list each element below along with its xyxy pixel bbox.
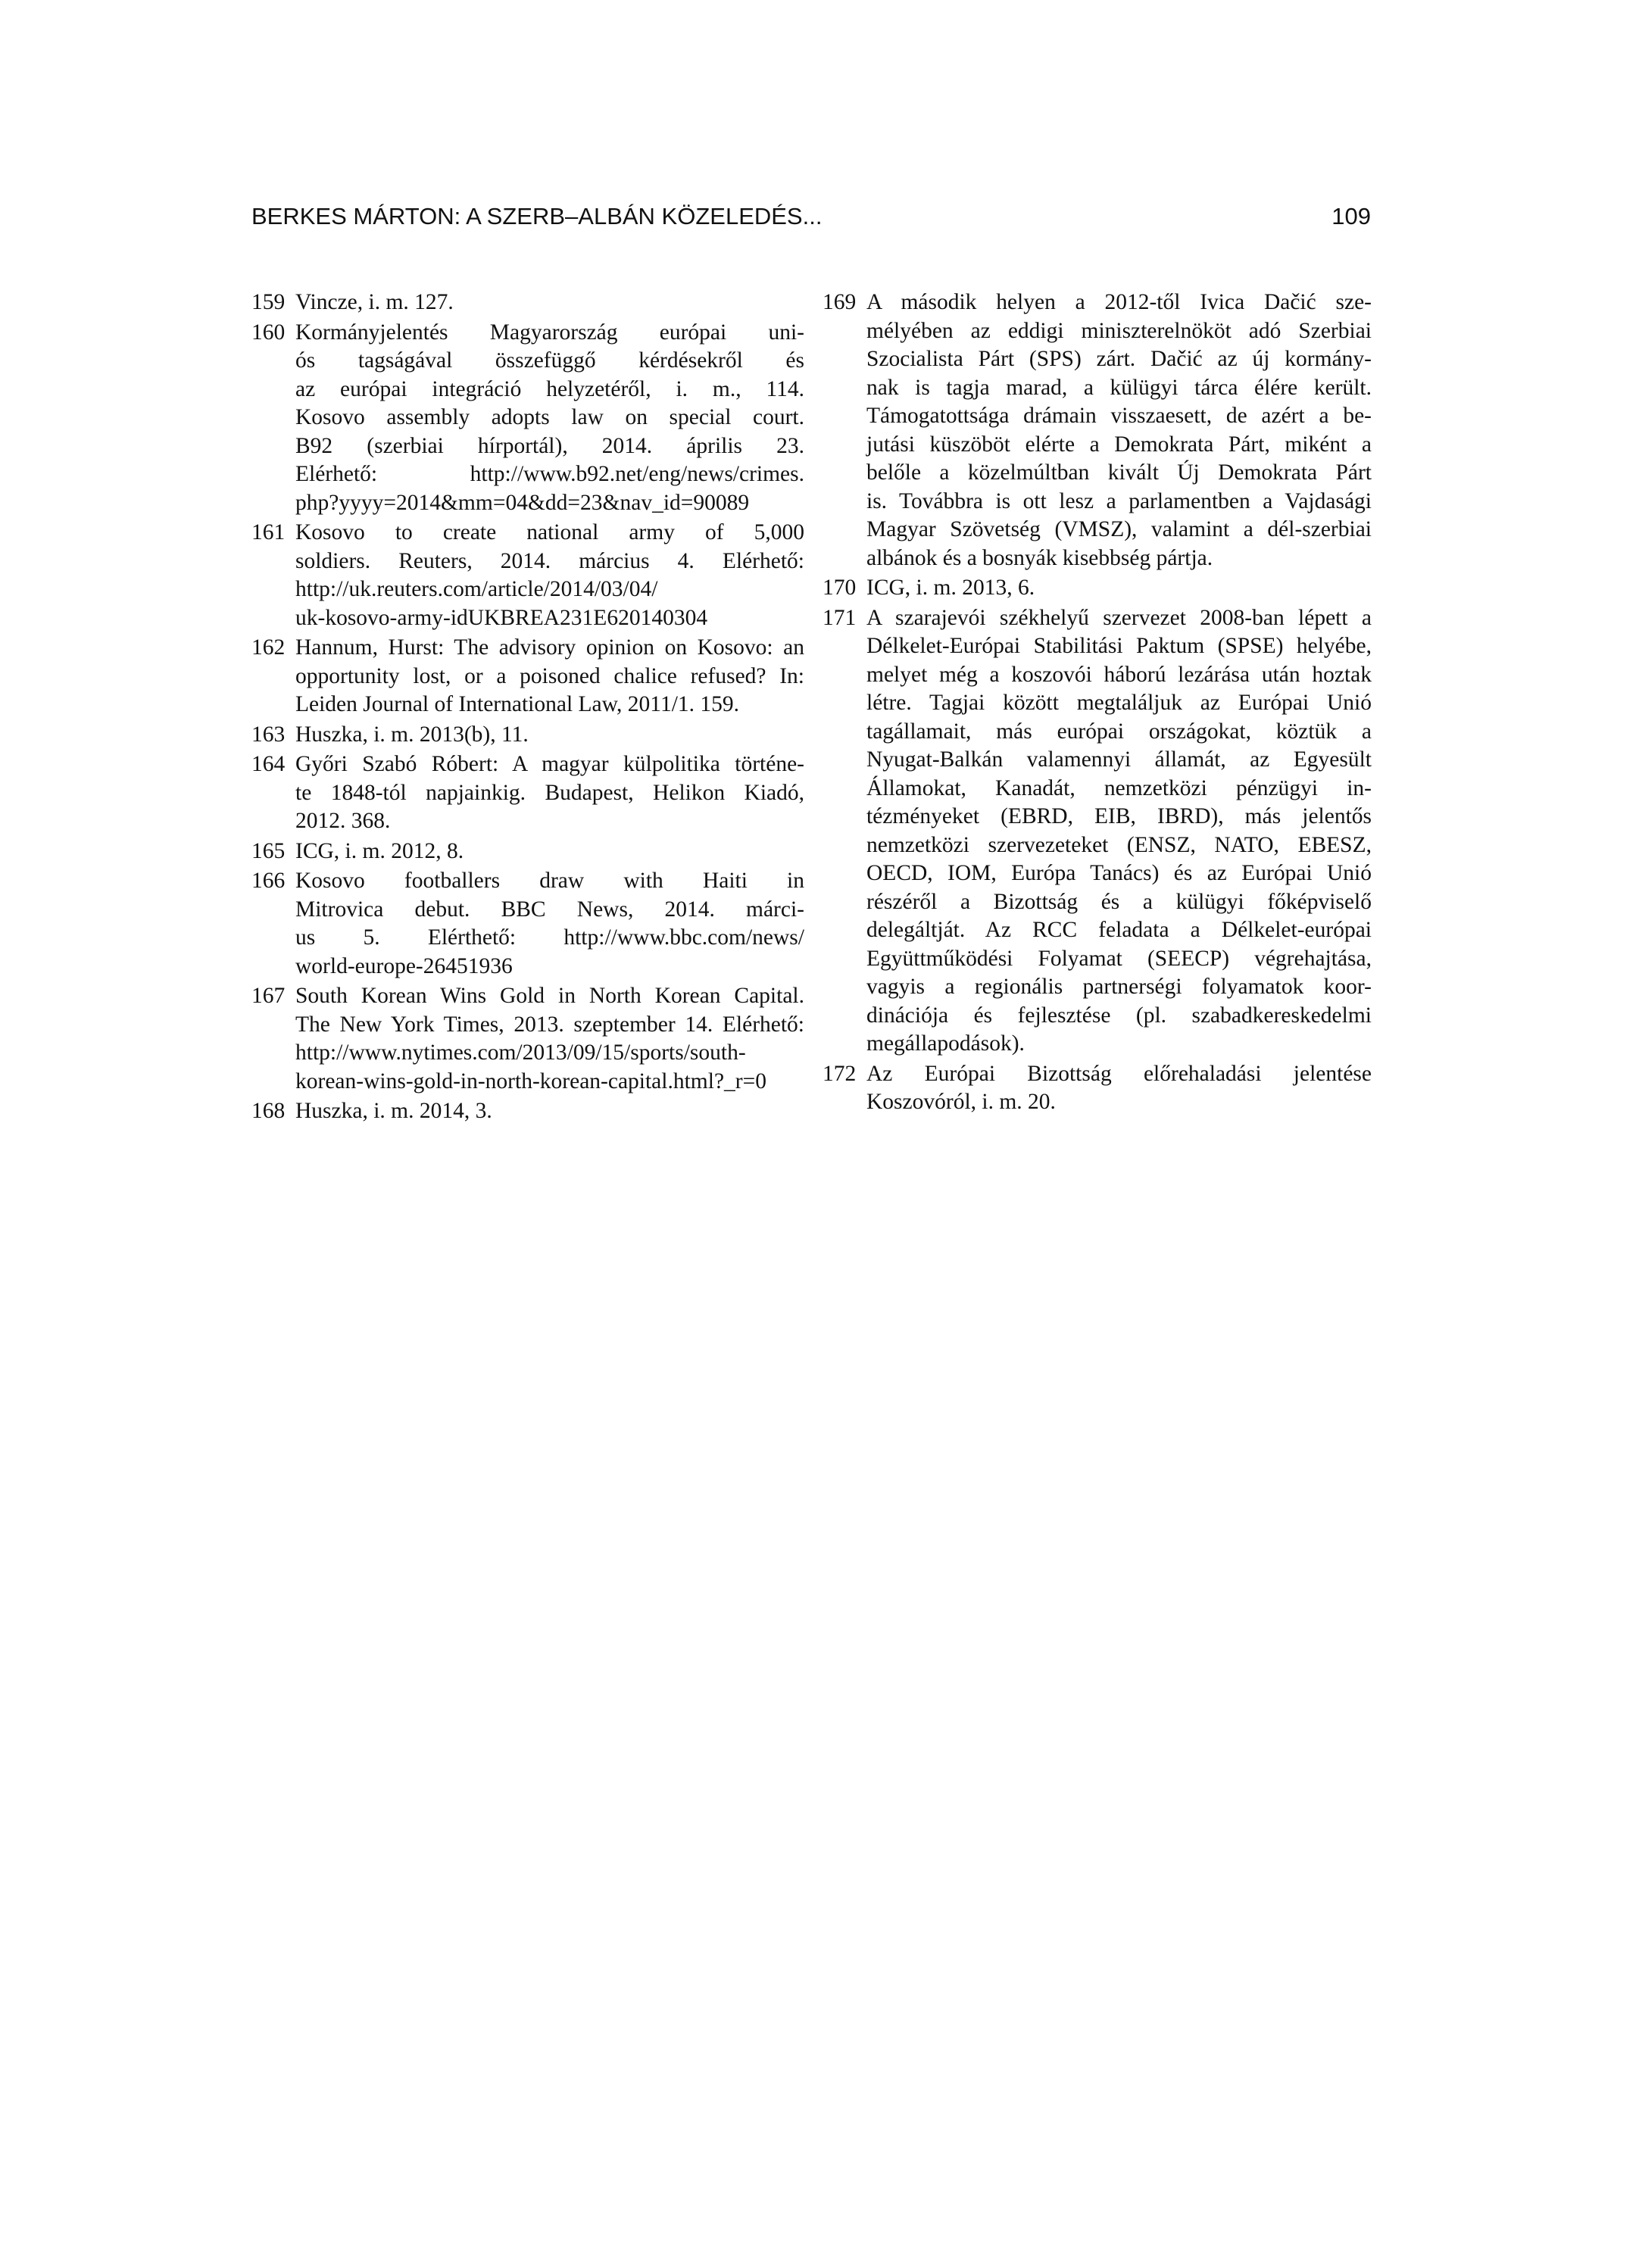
footnote-line: Államokat, Kanadát, nemzetközi pénzügyi in-	[866, 775, 1372, 800]
footnote-line: A második helyen a 2012-től Ivica Dačić sze-	[866, 290, 1372, 314]
footnote-number: 164	[251, 752, 286, 776]
footnote-text	[295, 319, 804, 518]
footnote-line: Nyugat-Balkán valamennyi államát, az Egyesült	[866, 747, 1372, 772]
footnote-line: megállapodások).	[866, 1031, 1025, 1056]
footnote-number: 171	[823, 605, 857, 630]
footnote-number: 159	[251, 290, 286, 314]
running-title: BERKES MÁRTON: A SZERB–ALBÁN KÖZELEDÉS...	[251, 203, 823, 229]
footnote-line: nak is tagja marad, a külügyi tárca élére került.	[866, 375, 1372, 400]
footnote-number: 172	[823, 1061, 857, 1086]
footnote	[251, 838, 804, 866]
footnote	[823, 604, 1372, 1059]
footnote-line: Kosovo footballers draw with Haiti in	[295, 869, 804, 893]
footnote-line: albánok és a bosnyák kisebbség pártja.	[866, 545, 1213, 570]
footnote-line: tagállamait, más európai országokat, köztük a	[866, 719, 1372, 744]
footnotes-right-column	[823, 289, 1372, 1117]
footnote	[823, 574, 1372, 603]
footnote-text	[295, 519, 804, 632]
footnote	[251, 519, 804, 632]
footnote-text	[295, 721, 804, 750]
footnote-line: az európai integráció helyzetéről, i. m., 114.	[295, 376, 804, 401]
footnote-line: ICG, i. m. 2012, 8.	[295, 838, 464, 863]
footnote-line: The New York Times, 2013. szeptember 14. Elérhető:	[295, 1012, 804, 1037]
footnote	[251, 721, 804, 750]
footnote	[251, 982, 804, 1096]
footnote-line: jutási küszöböt elérte a Demokrata Párt, miként a	[866, 432, 1372, 457]
footnote-text	[295, 634, 804, 719]
footnote-line: Szocialista Párt (SPS) zárt. Dačić az új kormány-	[866, 347, 1372, 371]
footnote-text	[295, 838, 804, 866]
footnote-text	[295, 289, 804, 317]
footnote-line: Hannum, Hurst: The advisory opinion on Kosovo: an	[295, 635, 804, 660]
footnote-line: te 1848-tól napjainkig. Budapest, Helikon Kiadó,	[295, 780, 804, 805]
footnote	[251, 867, 804, 981]
footnote-line: Délkelet-Európai Stabilitási Paktum (SPSE) helyébe,	[866, 634, 1372, 658]
footnote-line: nemzetközi szervezeteket (ENSZ, NATO, EBESZ,	[866, 832, 1372, 857]
footnote-line: is. Továbbra is ott lesz a parlamentben a Vajdasági	[866, 488, 1372, 513]
footnote-line: B92 (szerbiai hírportál), 2014. április 23.	[295, 433, 804, 458]
footnote	[823, 289, 1372, 572]
footnote-line: Elérhető: http://www.b92.net/eng/news/crimes.	[295, 462, 804, 486]
footnote-line: Huszka, i. m. 2014, 3.	[295, 1099, 492, 1123]
footnote-line: belőle a közelmúltban kivált Új Demokrata Párt	[866, 460, 1372, 485]
footnote-line: OECD, IOM, Európa Tanács) és az Európai Unió	[866, 861, 1372, 885]
footnote-text	[866, 289, 1372, 572]
footnote-number: 160	[251, 320, 286, 345]
footnote-line: Leiden Journal of International Law, 2011/1. 159.	[295, 692, 740, 716]
footnote-line: delegáltját. Az RCC feladata a Délkelet-európai	[866, 918, 1372, 942]
footnote-number: 168	[251, 1099, 286, 1123]
footnote-line: Kormányjelentés Magyarország európai uni-	[295, 320, 804, 345]
footnote-line: A szarajevói székhelyű szervezet 2008-ban lépett a	[866, 605, 1372, 630]
footnote-line: részéről a Bizottság és a külügyi főképviselő	[866, 889, 1372, 914]
footnote	[251, 750, 804, 836]
footnote-line: Koszovóról, i. m. 20.	[866, 1090, 1056, 1114]
footnote-line: South Korean Wins Gold in North Korean Capital.	[295, 984, 804, 1008]
footnote-line: vagyis a regionális partnerségi folyamatok koor-	[866, 975, 1372, 999]
footnote-line: world-europe-26451936	[295, 953, 513, 978]
footnote-number: 162	[251, 635, 286, 660]
footnote-line: melyet még a koszovói háború lezárása után hoztak	[866, 662, 1372, 687]
footnote-number: 161	[251, 520, 286, 544]
footnote	[251, 634, 804, 719]
footnote-text	[295, 867, 804, 981]
footnote-line: http://www.nytimes.com/2013/09/15/sports/south-	[295, 1040, 746, 1065]
footnote-line: Vincze, i. m. 127.	[295, 290, 454, 314]
footnote-line: us 5. Elérthető: http://www.bbc.com/news/	[295, 925, 804, 950]
footnote-line: Kosovo to create national army of 5,000	[295, 520, 804, 544]
footnote-text	[295, 1097, 804, 1126]
footnote-line: http://uk.reuters.com/article/2014/03/04/	[295, 577, 658, 601]
footnote-line: Kosovo assembly adopts law on special court.	[295, 405, 804, 429]
footnote	[823, 1060, 1372, 1117]
footnote-line: 2012. 368.	[295, 809, 391, 833]
footnote-number: 170	[823, 576, 857, 600]
footnote-line: Győri Szabó Róbert: A magyar külpolitika történe-	[295, 752, 804, 776]
footnote	[251, 289, 804, 317]
footnote-line: uk-kosovo-army-idUKBREA231E620140304	[295, 605, 708, 630]
footnote-text	[295, 982, 804, 1096]
footnote-number: 166	[251, 869, 286, 893]
footnote-line: ICG, i. m. 2013, 6.	[866, 576, 1035, 600]
footnote-line: soldiers. Reuters, 2014. március 4. Elérhető:	[295, 548, 804, 573]
footnote-line: Együttműködési Folyamat (SEECP) végrehajtása,	[866, 946, 1372, 971]
footnote-text	[866, 604, 1372, 1059]
footnote-number: 169	[823, 290, 857, 314]
footnote-number: 163	[251, 722, 286, 747]
page-number: 109	[1331, 203, 1371, 229]
footnote-line: opportunity lost, or a poisoned chalice refused? In:	[295, 663, 804, 688]
footnote-line: Huszka, i. m. 2013(b), 11.	[295, 722, 529, 747]
footnote-line: létre. Tagjai között megtaláljuk az Európai Unió	[866, 691, 1372, 715]
footnote-line: Magyar Szövetség (VMSZ), valamint a dél-szerbiai	[866, 517, 1372, 541]
footnotes-left-column	[251, 289, 804, 1126]
footnote-number: 165	[251, 838, 286, 863]
footnote-text	[866, 574, 1372, 603]
footnote-line: korean-wins-gold-in-north-korean-capital.html?_r=0	[295, 1068, 766, 1093]
footnote-line: php?yyyy=2014&mm=04&dd=23&nav_id=90089	[295, 490, 750, 515]
footnote-number: 167	[251, 984, 286, 1008]
footnote-line: mélyében az eddigi miniszterelnököt adó Szerbiai	[866, 318, 1372, 343]
footnote-line: dinációja és fejlesztése (pl. szabadkereskedelmi	[866, 1003, 1372, 1028]
footnote-line: tézményeket (EBRD, EIB, IBRD), más jelentős	[866, 804, 1372, 828]
footnote	[251, 1097, 804, 1126]
footnote	[251, 319, 804, 518]
footnote-line: ós tagságával összefüggő kérdésekről és	[295, 348, 804, 373]
footnote-text	[295, 750, 804, 836]
footnote-line: Mitrovica debut. BBC News, 2014. márci-	[295, 897, 804, 922]
footnote-text	[866, 1060, 1372, 1117]
footnote-line: Támogatottsága drámain visszaesett, de azért a be-	[866, 404, 1372, 428]
footnote-line: Az Európai Bizottság előrehaladási jelentése	[866, 1061, 1372, 1086]
